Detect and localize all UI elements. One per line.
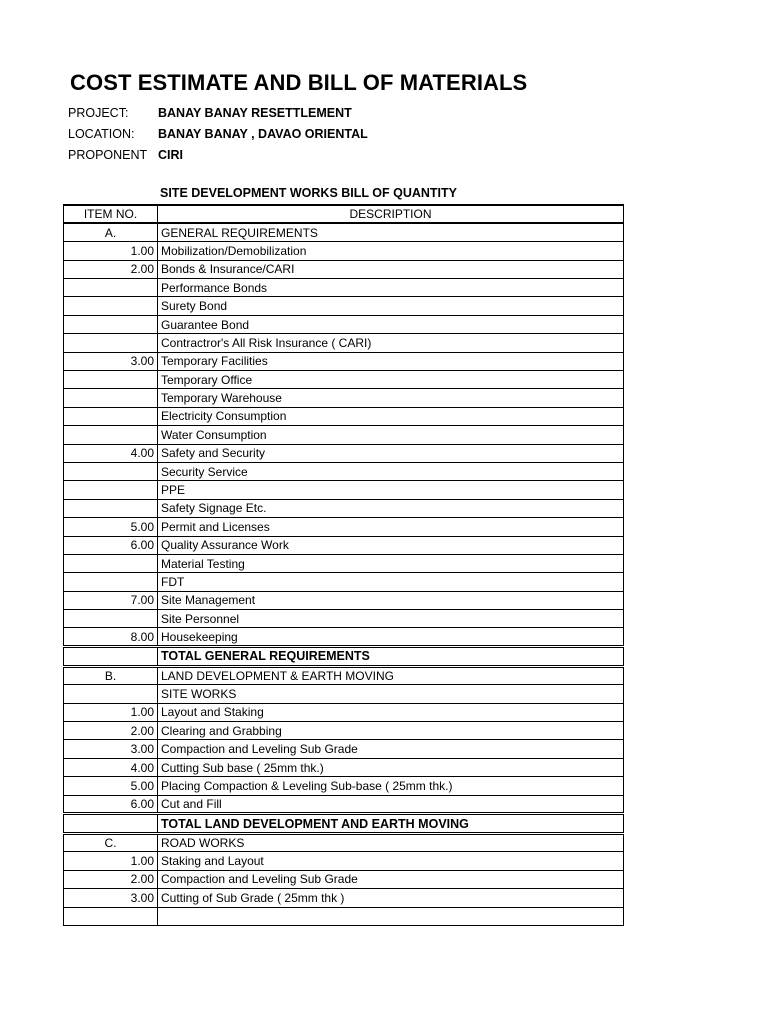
project-label: PROJECT: xyxy=(68,106,129,120)
item-no-cell: 5.00 xyxy=(64,518,158,536)
description-cell: Compaction and Leveling Sub Grade xyxy=(158,870,624,888)
item-no-cell: 6.00 xyxy=(64,795,158,813)
item-no-cell xyxy=(64,814,158,834)
item-no-cell xyxy=(64,279,158,297)
table-row xyxy=(64,870,624,888)
item-no-cell: 2.00 xyxy=(64,870,158,888)
table-row xyxy=(64,703,624,721)
item-no-cell: 8.00 xyxy=(64,628,158,646)
description-cell: PPE xyxy=(158,481,624,499)
item-no-cell xyxy=(64,389,158,407)
location-row xyxy=(68,124,368,145)
bill-of-quantity-table xyxy=(63,204,624,926)
section-row xyxy=(64,666,624,684)
table-row xyxy=(64,334,624,352)
table-row xyxy=(64,481,624,499)
total-row xyxy=(64,646,624,666)
item-no-cell xyxy=(64,554,158,572)
description-cell: ROAD WORKS xyxy=(158,834,624,852)
table-row xyxy=(64,407,624,425)
item-no-cell: A. xyxy=(64,223,158,241)
table-row xyxy=(64,889,624,907)
table-row xyxy=(64,573,624,591)
item-no-cell: 3.00 xyxy=(64,889,158,907)
item-no-header: ITEM NO. xyxy=(64,205,158,223)
item-no-cell: 3.00 xyxy=(64,740,158,758)
description-cell: Layout and Staking xyxy=(158,703,624,721)
item-no-cell xyxy=(64,685,158,703)
section-subtitle: SITE DEVELOPMENT WORKS BILL OF QUANTITY xyxy=(160,186,457,200)
description-cell: Cut and Fill xyxy=(158,795,624,813)
table-row xyxy=(64,740,624,758)
description-cell: TOTAL GENERAL REQUIREMENTS xyxy=(158,646,624,666)
table-row xyxy=(64,852,624,870)
table-row xyxy=(64,777,624,795)
description-cell: Temporary Office xyxy=(158,371,624,389)
table-row xyxy=(64,426,624,444)
table-row xyxy=(64,518,624,536)
description-cell: Permit and Licenses xyxy=(158,518,624,536)
table-row xyxy=(64,499,624,517)
item-no-cell xyxy=(64,573,158,591)
item-no-cell: B. xyxy=(64,666,158,684)
table-row xyxy=(64,591,624,609)
description-cell: Guarantee Bond xyxy=(158,315,624,333)
item-no-cell: 7.00 xyxy=(64,591,158,609)
description-cell: Electricity Consumption xyxy=(158,407,624,425)
description-cell: Security Service xyxy=(158,462,624,480)
description-cell: Site Personnel xyxy=(158,610,624,628)
table-header-row xyxy=(64,205,624,223)
description-cell: FDT xyxy=(158,573,624,591)
description-cell: Staking and Layout xyxy=(158,852,624,870)
project-row xyxy=(68,103,368,124)
description-cell: SITE WORKS xyxy=(158,685,624,703)
table-row xyxy=(64,371,624,389)
description-cell: Housekeeping xyxy=(158,628,624,646)
item-no-cell: 3.00 xyxy=(64,352,158,370)
item-no-cell xyxy=(64,610,158,628)
table-row xyxy=(64,554,624,572)
table-row xyxy=(64,536,624,554)
description-cell: Water Consumption xyxy=(158,426,624,444)
description-cell: Cutting Sub base ( 25mm thk.) xyxy=(158,758,624,776)
total-row xyxy=(64,814,624,834)
description-cell: Placing Compaction & Leveling Sub-base ( 25mm thk.) xyxy=(158,777,624,795)
item-no-cell xyxy=(64,462,158,480)
table-row xyxy=(64,315,624,333)
item-no-cell xyxy=(64,371,158,389)
table-row xyxy=(64,462,624,480)
section-row xyxy=(64,223,624,241)
table-row xyxy=(64,352,624,370)
item-no-cell xyxy=(64,646,158,666)
description-cell: Mobilization/Demobilization xyxy=(158,242,624,260)
table-row xyxy=(64,795,624,813)
project-info xyxy=(68,103,368,166)
item-no-cell: 2.00 xyxy=(64,722,158,740)
item-no-cell xyxy=(64,334,158,352)
item-no-cell: 1.00 xyxy=(64,852,158,870)
project-value: BANAY BANAY RESETTLEMENT xyxy=(158,106,352,120)
table-row xyxy=(64,610,624,628)
description-cell: Material Testing xyxy=(158,554,624,572)
item-no-cell: 4.00 xyxy=(64,758,158,776)
description-cell: GENERAL REQUIREMENTS xyxy=(158,223,624,241)
table-body xyxy=(64,223,624,925)
table-row xyxy=(64,628,624,646)
table-row xyxy=(64,722,624,740)
item-no-cell xyxy=(64,407,158,425)
table-row xyxy=(64,279,624,297)
description-cell: Quality Assurance Work xyxy=(158,536,624,554)
table-row xyxy=(64,260,624,278)
item-no-cell xyxy=(64,315,158,333)
section-row xyxy=(64,834,624,852)
description-cell: Temporary Facilities xyxy=(158,352,624,370)
table-row xyxy=(64,297,624,315)
item-no-cell: 6.00 xyxy=(64,536,158,554)
description-cell: LAND DEVELOPMENT & EARTH MOVING xyxy=(158,666,624,684)
description-cell: Performance Bonds xyxy=(158,279,624,297)
item-no-cell: 4.00 xyxy=(64,444,158,462)
table-row xyxy=(64,758,624,776)
description-cell: Compaction and Leveling Sub Grade xyxy=(158,740,624,758)
description-cell: Contractror's All Risk Insurance ( CARI) xyxy=(158,334,624,352)
description-cell: Temporary Warehouse xyxy=(158,389,624,407)
description-cell xyxy=(158,907,624,925)
table-row xyxy=(64,389,624,407)
proponent-label: PROPONENT xyxy=(68,148,148,162)
item-no-cell xyxy=(64,297,158,315)
description-cell: Safety and Security xyxy=(158,444,624,462)
location-value: BANAY BANAY , DAVAO ORIENTAL xyxy=(158,127,368,141)
table-row xyxy=(64,685,624,703)
description-cell: Bonds & Insurance/CARI xyxy=(158,260,624,278)
description-cell: Surety Bond xyxy=(158,297,624,315)
item-no-cell xyxy=(64,907,158,925)
item-no-cell: 1.00 xyxy=(64,242,158,260)
description-cell: Clearing and Grabbing xyxy=(158,722,624,740)
item-no-cell: 5.00 xyxy=(64,777,158,795)
table-row xyxy=(64,242,624,260)
document-title: COST ESTIMATE AND BILL OF MATERIALS xyxy=(70,70,528,95)
table-row xyxy=(64,444,624,462)
location-label: LOCATION: xyxy=(68,127,135,141)
item-no-cell: C. xyxy=(64,834,158,852)
description-cell: Safety Signage Etc. xyxy=(158,499,624,517)
item-no-cell xyxy=(64,481,158,499)
item-no-cell: 2.00 xyxy=(64,260,158,278)
table-row xyxy=(64,907,624,925)
proponent-value: CIRI xyxy=(158,148,183,162)
item-no-cell xyxy=(64,499,158,517)
description-header: DESCRIPTION xyxy=(158,205,624,223)
description-cell: Site Management xyxy=(158,591,624,609)
item-no-cell: 1.00 xyxy=(64,703,158,721)
description-cell: TOTAL LAND DEVELOPMENT AND EARTH MOVING xyxy=(158,814,624,834)
description-cell: Cutting of Sub Grade ( 25mm thk ) xyxy=(158,889,624,907)
proponent-row xyxy=(68,145,368,166)
item-no-cell xyxy=(64,426,158,444)
